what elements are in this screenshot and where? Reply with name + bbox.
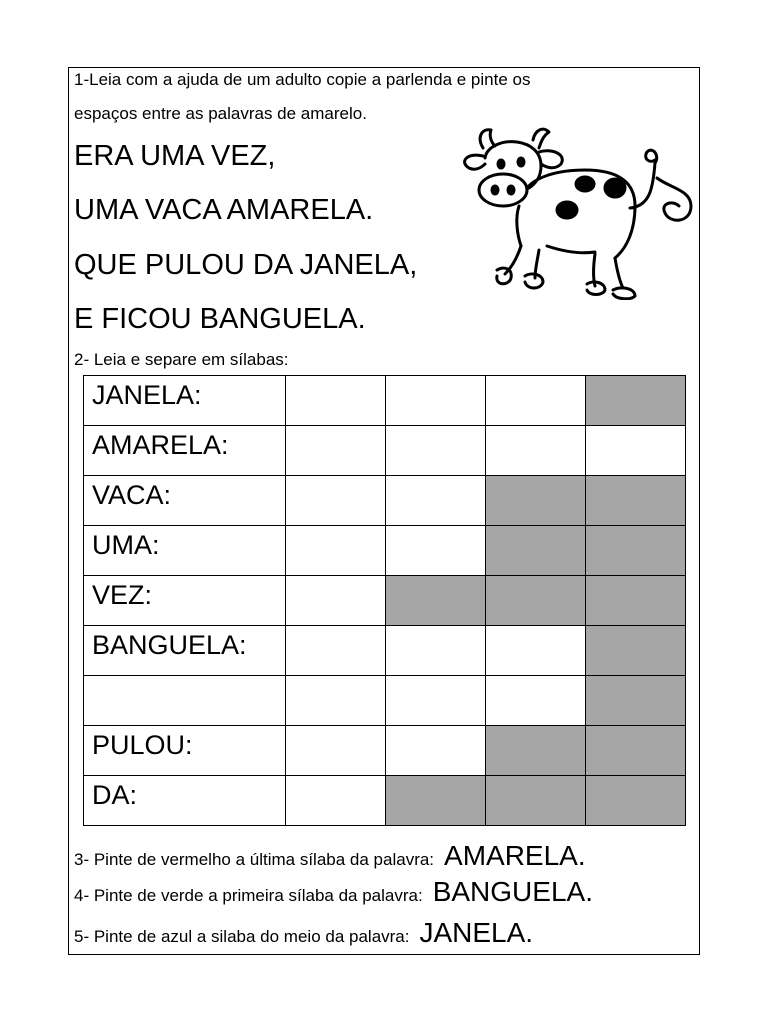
table-row [84, 576, 686, 626]
syllable-cell[interactable] [386, 676, 486, 726]
shaded-syllable-cell [586, 476, 686, 526]
syllable-cell[interactable] [286, 676, 386, 726]
table-row [84, 426, 686, 476]
syllable-cell[interactable] [386, 376, 486, 426]
question-4 [74, 876, 593, 908]
shaded-syllable-cell [486, 776, 586, 826]
question-4-text: 4- Pinte de verde a primeira sílaba da palavra: [74, 886, 423, 905]
poem-line-1: ERA UMA VEZ, [74, 140, 276, 172]
syllable-cell[interactable] [586, 426, 686, 476]
question-3 [74, 840, 586, 872]
table-row [84, 726, 686, 776]
shaded-syllable-cell [586, 676, 686, 726]
word-label: AMARELA: [84, 426, 286, 476]
word-label [84, 676, 286, 726]
shaded-syllable-cell [486, 576, 586, 626]
question-4-word: BANGUELA. [432, 876, 593, 907]
syllable-cell[interactable] [386, 476, 486, 526]
instruction-2: 2- Leia e separe em sílabas: [74, 350, 289, 369]
shaded-syllable-cell [486, 726, 586, 776]
syllable-cell[interactable] [286, 576, 386, 626]
syllable-cell[interactable] [486, 376, 586, 426]
syllable-cell[interactable] [386, 526, 486, 576]
syllable-cell[interactable] [386, 626, 486, 676]
syllable-cell[interactable] [286, 426, 386, 476]
table-row [84, 626, 686, 676]
word-label: UMA: [84, 526, 286, 576]
syllable-table [83, 375, 686, 826]
syllable-cell[interactable] [286, 726, 386, 776]
shaded-syllable-cell [586, 726, 686, 776]
syllable-cell[interactable] [286, 776, 386, 826]
shaded-syllable-cell [586, 376, 686, 426]
word-label: VACA: [84, 476, 286, 526]
table-row [84, 476, 686, 526]
question-5-word: JANELA. [419, 917, 534, 948]
word-label: BANGUELA: [84, 626, 286, 676]
poem-line-4: E FICOU BANGUELA. [74, 303, 366, 335]
syllable-cell[interactable] [286, 376, 386, 426]
shaded-syllable-cell [486, 476, 586, 526]
cow-icon [455, 118, 695, 300]
word-label: DA: [84, 776, 286, 826]
word-label: JANELA: [84, 376, 286, 426]
question-3-word: AMARELA. [444, 840, 586, 871]
table-row [84, 676, 686, 726]
syllable-cell[interactable] [486, 426, 586, 476]
shaded-syllable-cell [586, 626, 686, 676]
shaded-syllable-cell [586, 576, 686, 626]
poem-line-3: QUE PULOU DA JANELA, [74, 249, 418, 281]
syllable-cell[interactable] [286, 526, 386, 576]
shaded-syllable-cell [586, 776, 686, 826]
poem-line-2: UMA VACA AMARELA. [74, 194, 374, 226]
syllable-cell[interactable] [486, 676, 586, 726]
syllable-cell[interactable] [386, 426, 486, 476]
table-row [84, 526, 686, 576]
syllable-cell[interactable] [486, 626, 586, 676]
question-5-text: 5- Pinte de azul a silaba do meio da palavra: [74, 927, 410, 946]
syllable-cell[interactable] [286, 476, 386, 526]
word-label: VEZ: [84, 576, 286, 626]
shaded-syllable-cell [386, 576, 486, 626]
instruction-1-line-1: 1-Leia com a ajuda de um adulto copie a parlenda e pinte os [74, 70, 531, 89]
table-row [84, 776, 686, 826]
syllable-cell[interactable] [386, 726, 486, 776]
shaded-syllable-cell [386, 776, 486, 826]
question-5 [74, 917, 533, 949]
shaded-syllable-cell [586, 526, 686, 576]
question-3-text: 3- Pinte de vermelho a última sílaba da palavra: [74, 850, 435, 869]
instruction-1-line-2: espaços entre as palavras de amarelo. [74, 104, 367, 123]
table-row [84, 376, 686, 426]
shaded-syllable-cell [486, 526, 586, 576]
word-label: PULOU: [84, 726, 286, 776]
syllable-cell[interactable] [286, 626, 386, 676]
